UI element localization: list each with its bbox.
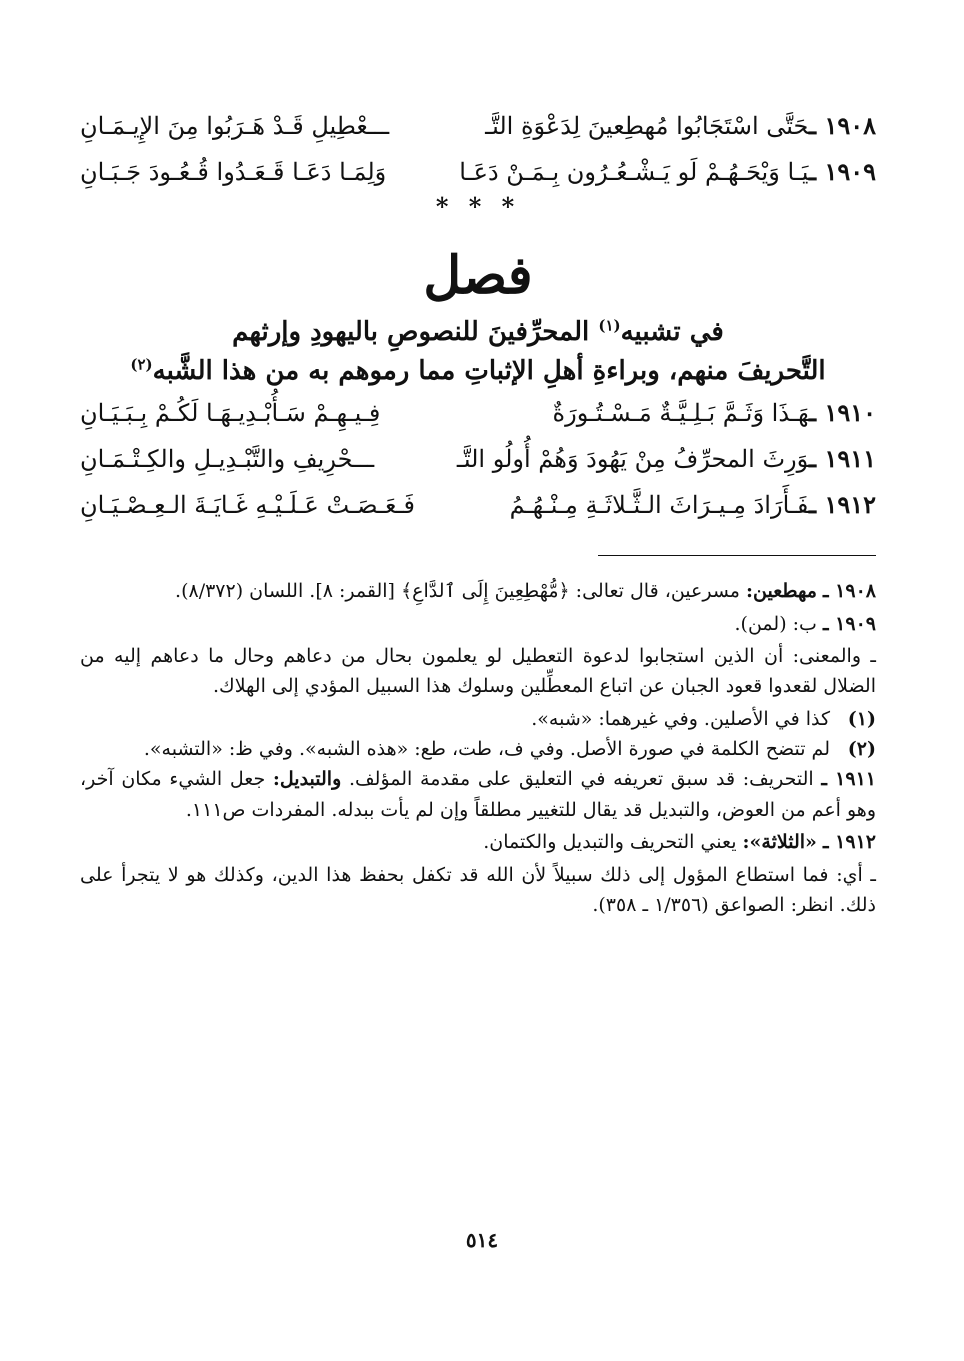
verse-second-hemistich: وَلِمَـا دَعَـا قَـعَـدُوا قُـعُـودَ جَـبَـانِ: [80, 158, 387, 187]
heading-line-2: التَّحريفَ منهم، وبراءةِ أهلِ الإثباتِ مما رموهم به من هذا الشَّبه$^{(٢)}$: [130, 354, 826, 386]
verse-first-hemistich: ١٩١١ ـوَرِثَ المحرِّفُ مِنْ يَهُودَ وَهُمْ أُولُو التَّـ: [456, 443, 876, 473]
section-separator: * * *: [435, 192, 521, 222]
verse-second-hemistich: ـــعْطِيلِ قَـدْ هَـرَبُوا مِنَ الإِيـمَـانِ: [80, 112, 390, 140]
note-1912-extra: ـ أي: فما استطاع المؤول إلى ذلك سبيلاً لأن الله قد تكفل بحفظ هذا الدين، وكذلك هو لا يتجرأ على ذلك. انظر: الصواعق (١/٣٥٦ ـ ٣٥٨).: [80, 863, 876, 917]
footnote-2: (٢) لم تتضح الكلمة في صورة الأصل. وفي ف، طت، طع: «هذه الشبه». وفي ظ: «التشبه».: [143, 738, 876, 761]
verse-number: ١٩٠٩ ـ: [809, 157, 876, 187]
verse-first-hemistich: ١٩١٠ ـهَـذَا وَثَـمَّ بَـلِـيَّـةٌ مَـسْـتُـورَةٌ: [552, 397, 876, 427]
note-1909-meaning: ـ والمعنى: أن الذين استجابوا لدعوة التعطيل لو يعلمون بحال من دعاهم وحال ما دعاهم إليه من الضلال لقعدوا قعود الجبان عن اتباع المعطِّلين وسلوك هذا السبيل المؤدي إلى الهلاك.: [80, 644, 876, 698]
verse-number: ١٩١١ ـ: [809, 443, 876, 473]
page-number: ٥١٤: [465, 1228, 499, 1252]
footnote-ref-2: (٢): [130, 354, 153, 373]
footnote-ref-1: (١): [598, 315, 621, 334]
verse-first-hemistich: ١٩٠٨ ـحَتَّى اسْتَجَابُوا مُهطِعينَ لِدَعْوَةِ التَّـ: [485, 111, 876, 140]
verse-row: [80, 397, 876, 429]
verse-first-hemistich: ١٩٠٩ ـيَـا وَيْحَـهُـمْ لَو يَـشْـعُـرُون بِـمَـنْ دَعَـا: [459, 157, 876, 187]
verse-row: [80, 156, 876, 188]
verse-number: ١٩٠٨ ـ: [809, 111, 876, 140]
verse-first-hemistich: ١٩١٢ ـفَـأَرَادَ مِـيـرَاثَ الـثَّـلاثَـةِ مِـنْـهُـمُ: [509, 489, 876, 519]
verses-bottom: [80, 397, 876, 522]
section-title: فصل: [423, 245, 533, 307]
verse-second-hemistich: ـــحْرِيفِ والتَّبْـدِيـلِ والكِـتْـمَـانِ: [80, 444, 375, 473]
verse-row: [80, 110, 876, 142]
verses-top: [80, 110, 876, 188]
footnote-divider: [598, 555, 876, 556]
page: [80, 0, 876, 1361]
verse-number: ١٩١٠ ـ: [809, 397, 876, 427]
note-1912: ١٩١٢ ـ «الثلاثة»: يعني التحريف والتبديل والكتمان.: [483, 831, 876, 854]
footnote-1: (١) كذا في الأصلين. وفي غيرهما: «شبه».: [531, 707, 876, 730]
notes: [80, 576, 876, 920]
verse-second-hemistich: فَـعَـصَـتْ عَـلَـيْـهِ غَـايَـةَ الـعِـصْـيَـانِ: [80, 490, 416, 519]
verse-number: ١٩١٢ ـ: [809, 489, 876, 519]
note-1911: ١٩١١ ـ التحريف: قد سبق تعريفه في التعليق على مقدمة المؤلف. والتبديل: جعل الشيء مكان آخر، وهو أعم من العوض، والتبديل قد يقال للتغيير مطلقاً وإن لم يأت ببدله. المفردات ص١١١.: [80, 768, 876, 821]
heading-line-1: في تشبيه$^{(١)}$ المحرِّفينَ للنصوصِ باليهودِ وإرثهم: [232, 315, 724, 347]
verse-row: [80, 489, 876, 521]
verse-second-hemistich: فِـيـهِـمْ سَـأُبْـدِيـهَـا لَكُـمْ بِـبَـيَـانِ: [80, 398, 381, 427]
note-1908: ١٩٠٨ ـ مهطعين: مسرعين، قال تعالى: ﴿مُّهْطِعِينَ إِلَى ٱلدَّاعِ﴾ [القمر: ٨]. اللسان (٨/٣٧٢).: [175, 580, 876, 603]
note-1909: ١٩٠٩ ـ ب: (لمن).: [734, 612, 876, 635]
verse-row: [80, 443, 876, 475]
section-heading: [80, 313, 876, 391]
